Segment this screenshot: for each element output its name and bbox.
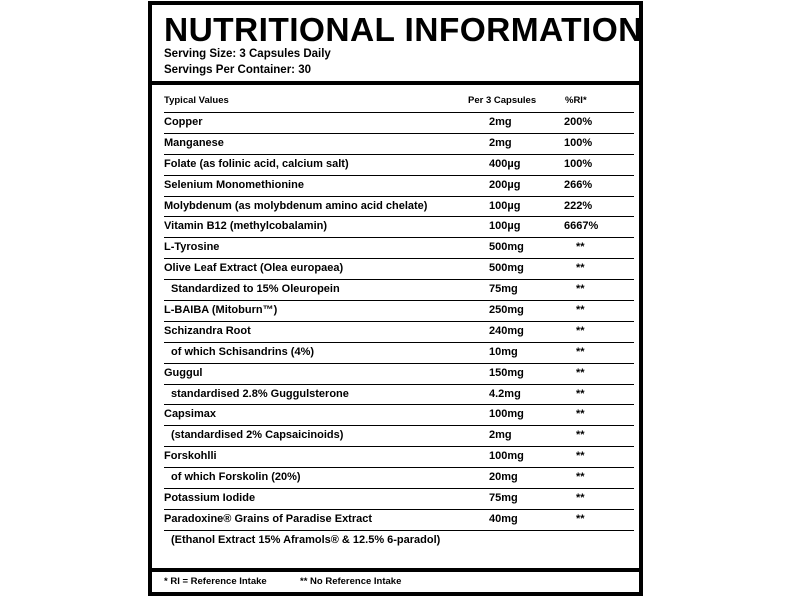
- table-row: [164, 322, 634, 343]
- ingredient-amount: 75mg: [489, 492, 518, 505]
- table-row: [164, 468, 634, 489]
- ingredient-amount: 10mg: [489, 345, 518, 358]
- ingredient-name: Copper: [164, 116, 203, 128]
- ingredient-amount: 100µg: [489, 220, 521, 233]
- ingredient-name: Potassium Iodide: [164, 492, 256, 505]
- ingredient-name: Standardized to 15% Oleuropein: [171, 283, 340, 296]
- header-ri-percent: %RI*: [565, 95, 587, 106]
- ingredient-name: (standardised 2% Capsaicinoids): [171, 429, 344, 442]
- nutrition-table: [164, 90, 634, 552]
- ingredient-amount: 100mg: [489, 450, 524, 463]
- ingredient-amount: 2mg: [489, 429, 512, 442]
- ingredient-amount: 240mg: [489, 324, 524, 337]
- ingredient-ri: 6667%: [564, 220, 599, 233]
- ingredient-amount: 150mg: [489, 366, 524, 379]
- ingredient-ri: **: [576, 283, 585, 296]
- ingredient-name: (Ethanol Extract 15% Aframols® & 12.5% 6-paradol): [171, 533, 441, 546]
- ingredient-amount: 250mg: [489, 304, 524, 317]
- header-typical-values: Typical Values: [164, 95, 229, 106]
- ingredient-ri: **: [576, 241, 585, 254]
- ingredient-name: Forskohlli: [164, 450, 217, 463]
- ingredient-ri: **: [576, 262, 585, 275]
- table-row: [164, 531, 634, 552]
- ingredient-name: Paradoxine® Grains of Paradise Extract: [164, 512, 373, 525]
- table-row: [164, 426, 634, 447]
- ingredient-name: Folate (as folinic acid, calcium salt): [164, 157, 349, 170]
- table-row: [164, 343, 634, 364]
- ingredient-name: Manganese: [164, 136, 224, 149]
- table-row: [164, 280, 634, 301]
- ingredient-ri: 200%: [564, 116, 593, 128]
- ingredient-ri: **: [576, 429, 585, 442]
- table-row: [164, 238, 634, 259]
- ingredient-ri: **: [576, 492, 585, 505]
- table-row: [164, 364, 634, 385]
- ingredient-amount: 400µg: [489, 157, 521, 170]
- table-row: [164, 385, 634, 406]
- footnote-no-reference-intake: ** No Reference Intake: [300, 576, 402, 587]
- table-header-row: [164, 90, 634, 113]
- ingredient-name: of which Forskolin (20%): [171, 471, 301, 484]
- ingredient-amount: 2mg: [489, 116, 512, 128]
- table-row: [164, 217, 634, 238]
- table-row: [164, 113, 634, 134]
- table-row: [164, 489, 634, 510]
- ingredient-amount: 100mg: [489, 408, 524, 421]
- ingredient-name: Guggul: [164, 366, 203, 379]
- table-row: [164, 405, 634, 426]
- bottom-divider: [152, 568, 639, 572]
- table-row: [164, 447, 634, 468]
- top-divider: [152, 81, 639, 85]
- table-body: [164, 113, 634, 552]
- ingredient-name: of which Schisandrins (4%): [171, 345, 315, 358]
- ingredient-name: L-Tyrosine: [164, 241, 220, 254]
- ingredient-ri: **: [576, 512, 585, 525]
- ingredient-amount: 500mg: [489, 262, 524, 275]
- ingredient-ri: 266%: [564, 178, 593, 191]
- header-per-3-capsules: Per 3 Capsules: [468, 95, 537, 106]
- ingredient-ri: **: [576, 324, 585, 337]
- ingredient-ri: 100%: [564, 157, 593, 170]
- ingredient-amount: 100µg: [489, 199, 521, 212]
- ingredient-name: Capsimax: [164, 408, 216, 421]
- ingredient-amount: 4.2mg: [489, 387, 521, 400]
- ingredient-amount: 500mg: [489, 241, 524, 254]
- ingredient-ri: **: [576, 366, 585, 379]
- ingredient-ri: **: [576, 304, 585, 317]
- table-row: [164, 155, 634, 176]
- ingredient-amount: 75mg: [489, 283, 518, 296]
- ingredient-name: standardised 2.8% Guggulsterone: [171, 387, 349, 400]
- ingredient-ri: **: [576, 471, 585, 484]
- ingredient-ri: 100%: [564, 136, 593, 149]
- ingredient-amount: 40mg: [489, 512, 518, 525]
- ingredient-ri: **: [576, 387, 585, 400]
- serving-size: Serving Size: 3 Capsules Daily: [164, 48, 331, 60]
- ingredient-ri: 222%: [564, 199, 593, 212]
- ingredient-name: Selenium Monomethionine: [164, 178, 304, 191]
- table-row: [164, 197, 634, 218]
- ingredient-name: L-BAIBA (Mitoburn™): [164, 304, 278, 317]
- ingredient-name: Molybdenum (as molybdenum amino acid chelate): [164, 199, 428, 212]
- ingredient-ri: **: [576, 345, 585, 358]
- ingredient-ri: **: [576, 450, 585, 463]
- ingredient-name: Schizandra Root: [164, 324, 251, 337]
- footnote-reference-intake: * RI = Reference Intake: [164, 576, 267, 587]
- table-row: [164, 259, 634, 280]
- ingredient-amount: 20mg: [489, 471, 518, 484]
- ingredient-amount: 2mg: [489, 136, 512, 149]
- table-row: [164, 176, 634, 197]
- servings-per-container: Servings Per Container: 30: [164, 64, 311, 76]
- nutrition-label-panel: [148, 1, 643, 596]
- table-row: [164, 301, 634, 322]
- table-row: [164, 134, 634, 155]
- ingredient-name: Olive Leaf Extract (Olea europaea): [164, 262, 344, 275]
- label-title: NUTRITIONAL INFORMATION: [164, 12, 643, 49]
- ingredient-amount: 200µg: [489, 178, 521, 191]
- ingredient-ri: **: [576, 408, 585, 421]
- table-row: [164, 510, 634, 531]
- ingredient-name: Vitamin B12 (methylcobalamin): [164, 220, 328, 233]
